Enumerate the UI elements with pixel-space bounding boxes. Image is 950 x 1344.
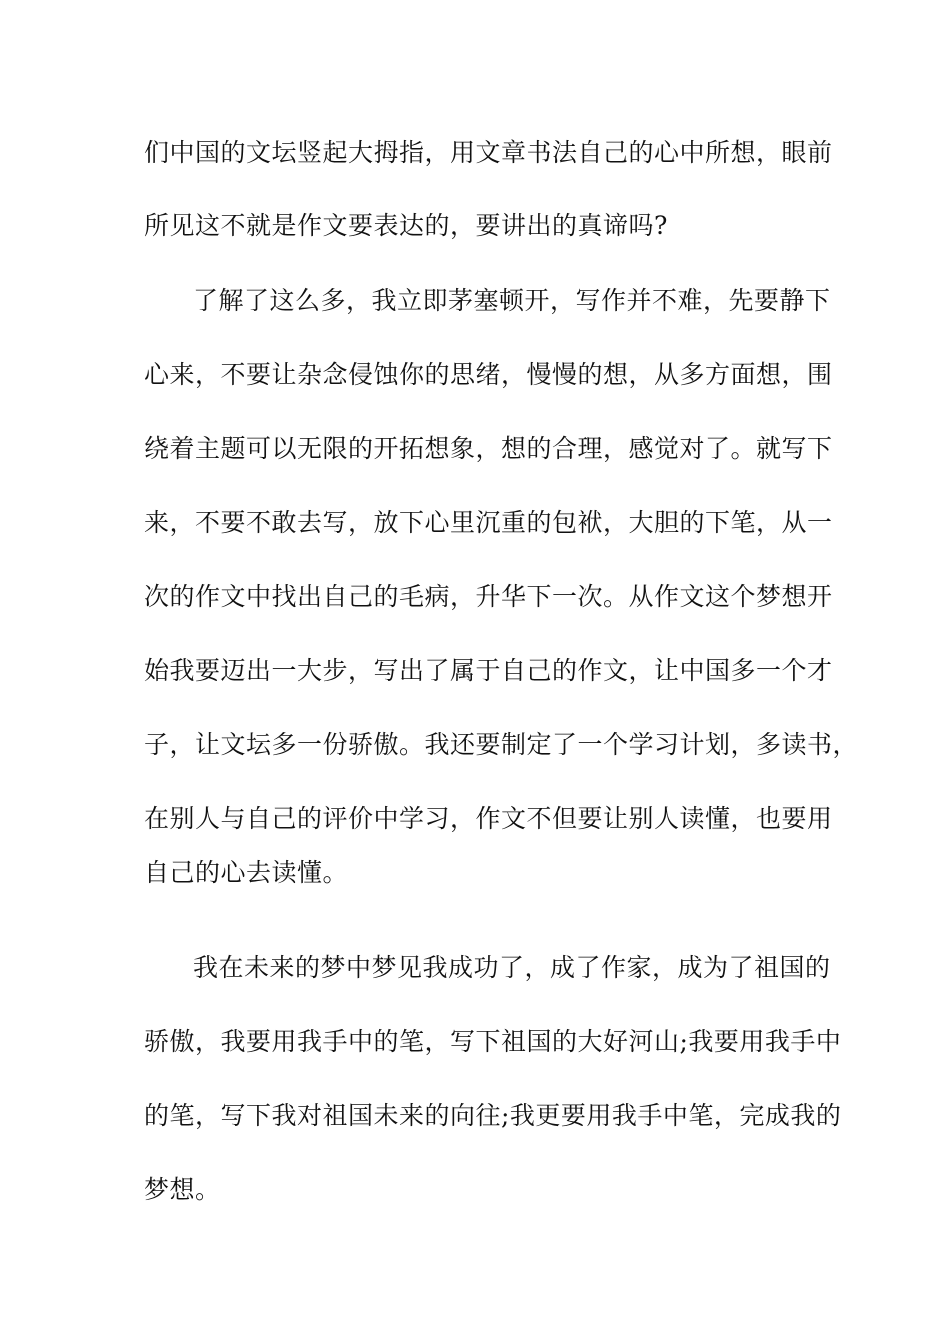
text-line: 子，让文坛多一份骄傲。我还要制定了一个学习计划，多读书，	[144, 730, 859, 759]
text-line: 次的作文中找出自己的毛病，升华下一次。从作文这个梦想开	[144, 582, 833, 611]
text-line: 绕着主题可以无限的开拓想象，想的合理，感觉对了。就写下	[144, 434, 833, 463]
text-line: 的笔，写下我对祖国未来的向往;我更要用我手中笔，完成我的	[144, 1101, 842, 1130]
text-line: 在别人与自己的评价中学习，作文不但要让别人读懂，也要用	[144, 804, 833, 833]
text-line: 自己的心去读懂。	[144, 858, 349, 887]
text-line: 来，不要不敢去写，放下心里沉重的包袱，大胆的下笔，从一	[144, 508, 833, 537]
text-line: 所见这不就是作文要表达的，要讲出的真谛吗?	[144, 211, 668, 240]
text-line: 心来，不要让杂念侵蚀你的思绪，慢慢的想，从多方面想，围	[144, 360, 833, 389]
text-line: 们中国的文坛竖起大拇指，用文章书法自己的心中所想，眼前	[144, 138, 833, 167]
paragraph-start-line: 了解了这么多，我立即茅塞顿开，写作并不难，先要静下	[193, 286, 831, 315]
text-line: 始我要迈出一大步，写出了属于自己的作文，让中国多一个才	[144, 656, 833, 685]
text-line: 骄傲，我要用我手中的笔，写下祖国的大好河山;我要用我手中	[144, 1027, 842, 1056]
text-line: 梦想。	[144, 1175, 221, 1204]
paragraph-start-line: 我在未来的梦中梦见我成功了，成了作家，成为了祖国的	[193, 953, 831, 982]
